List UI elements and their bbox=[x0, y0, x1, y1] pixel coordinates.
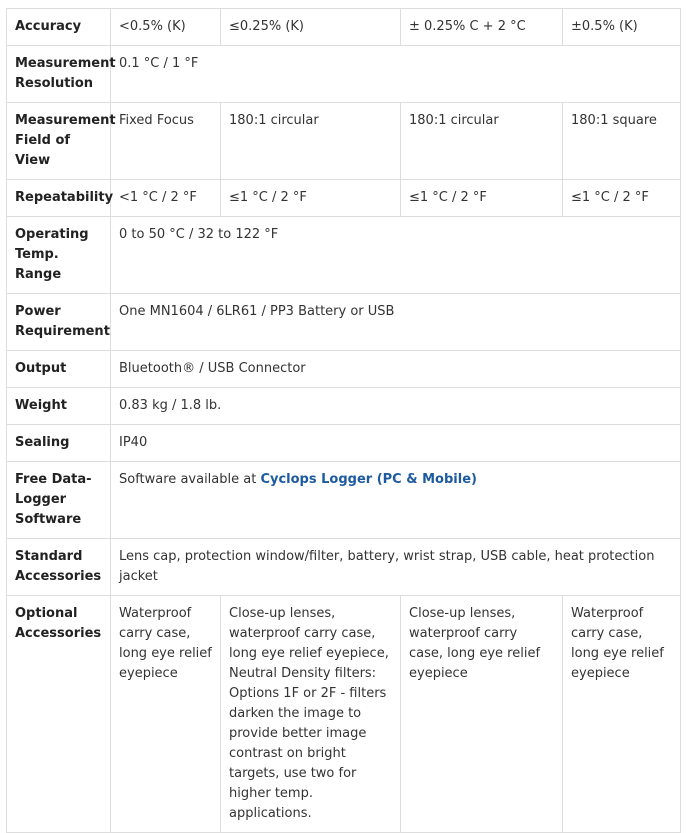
table-cell: Close-up lenses, waterproof carry case, long eye relief eyepiece, Neutral Density filters: Options 1F or 2F - filters darken the image to provide better image contrast on bright targets, use two for higher temp. applications. bbox=[221, 596, 401, 833]
table-cell: One MN1604 / 6LR61 / PP3 Battery or USB bbox=[111, 294, 681, 351]
table-row-output bbox=[7, 351, 681, 388]
table-cell: 180:1 circular bbox=[401, 103, 563, 180]
table-cell: <0.5% (K) bbox=[111, 9, 221, 46]
row-label: Power Requirement bbox=[7, 294, 111, 351]
specifications-table bbox=[6, 8, 681, 833]
row-label: Weight bbox=[7, 388, 111, 425]
table-cell: ≤0.25% (K) bbox=[221, 9, 401, 46]
table-cell: ≤1 °C / 2 °F bbox=[401, 180, 563, 217]
table-row-software bbox=[7, 462, 681, 539]
table-cell: <1 °C / 2 °F bbox=[111, 180, 221, 217]
table-cell: Waterproof carry case, long eye relief eyepiece bbox=[563, 596, 681, 833]
table-cell: 0.83 kg / 1.8 lb. bbox=[111, 388, 681, 425]
table-row-resolution bbox=[7, 46, 681, 103]
table-cell: IP40 bbox=[111, 425, 681, 462]
spec-table-container bbox=[6, 8, 681, 833]
table-row-optional-accessories bbox=[7, 596, 681, 833]
row-label: Standard Accessories bbox=[7, 539, 111, 596]
table-row-temp-range bbox=[7, 217, 681, 294]
table-cell: 0 to 50 °C / 32 to 122 °F bbox=[111, 217, 681, 294]
row-label: Repeatability bbox=[7, 180, 111, 217]
row-label: Output bbox=[7, 351, 111, 388]
table-row-sealing bbox=[7, 425, 681, 462]
table-cell: Lens cap, protection window/filter, battery, wrist strap, USB cable, heat protection jacket bbox=[111, 539, 681, 596]
table-row-field-of-view bbox=[7, 103, 681, 180]
table-row-standard-accessories bbox=[7, 539, 681, 596]
table-row-power bbox=[7, 294, 681, 351]
row-label: Measurement Resolution bbox=[7, 46, 111, 103]
table-cell: ≤1 °C / 2 °F bbox=[221, 180, 401, 217]
table-cell: ±0.5% (K) bbox=[563, 9, 681, 46]
table-cell: 0.1 °C / 1 °F bbox=[111, 46, 681, 103]
table-cell: ≤1 °C / 2 °F bbox=[563, 180, 681, 217]
row-label: Measurement Field of View bbox=[7, 103, 111, 180]
table-cell: ± 0.25% C + 2 °C bbox=[401, 9, 563, 46]
table-row-weight bbox=[7, 388, 681, 425]
table-cell: 180:1 circular bbox=[221, 103, 401, 180]
table-row-accuracy bbox=[7, 9, 681, 46]
table-cell bbox=[111, 462, 681, 539]
table-cell: Bluetooth® / USB Connector bbox=[111, 351, 681, 388]
row-label: Operating Temp. Range bbox=[7, 217, 111, 294]
row-label: Sealing bbox=[7, 425, 111, 462]
table-cell: Close-up lenses, waterproof carry case, long eye relief eyepiece bbox=[401, 596, 563, 833]
table-row-repeatability bbox=[7, 180, 681, 217]
row-label: Optional Accessories bbox=[7, 596, 111, 833]
row-label: Free Data-Logger Software bbox=[7, 462, 111, 539]
cyclops-logger-link[interactable]: Cyclops Logger (PC & Mobile) bbox=[260, 472, 477, 487]
table-cell: 180:1 square bbox=[563, 103, 681, 180]
table-cell: Waterproof carry case, long eye relief eyepiece bbox=[111, 596, 221, 833]
software-text: Software available at bbox=[119, 472, 261, 487]
table-cell: Fixed Focus bbox=[111, 103, 221, 180]
row-label: Accuracy bbox=[7, 9, 111, 46]
